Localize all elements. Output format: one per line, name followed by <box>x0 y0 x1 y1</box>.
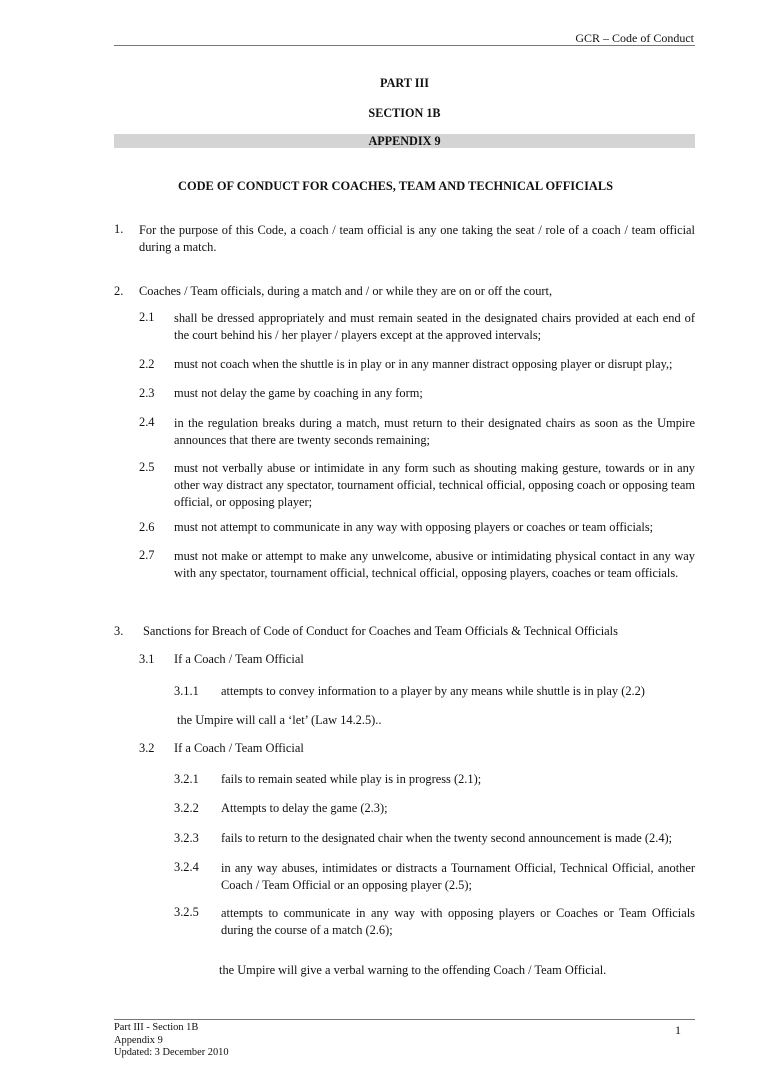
section-2-text: Coaches / Team officials, during a match and / or while they are on or off the court, <box>139 284 553 298</box>
item-3-2-2-text: Attempts to delay the game (2.3); <box>221 801 388 815</box>
item-3-2-result: the Umpire will give a verbal warning to the offending Coach / Team Official. <box>219 963 607 977</box>
item-3-2-4-number: 3.2.4 <box>174 860 199 874</box>
section-2-number: 2. <box>114 284 124 298</box>
item-2-6-number: 2.6 <box>139 520 155 534</box>
item-2-7-text: must not make or attempt to make any unwelcome, abusive or intimidating physical contact in any way with any spectator, tournament official, technical official, opposing players, coaches or team officials. <box>174 549 695 580</box>
footer-rule <box>114 1019 695 1020</box>
item-2-5-text: must not verbally abuse or intimidate in any form such as shouting making gesture, towards or in any other way distract any spectator, tournament official, technical official, opposing coach or opposing team official, or opposing player; <box>174 461 695 509</box>
item-3-2-5-number: 3.2.5 <box>174 905 199 919</box>
item-2-7-number: 2.7 <box>139 548 155 562</box>
section-3-text: Sanctions for Breach of Code of Conduct for Coaches and Team Officials & Technical Officials <box>143 624 618 638</box>
item-3-2-4-text: in any way abuses, intimidates or distracts a Tournament Official, Technical Official, another Coach / Team Official or an opposing player (2.5); <box>221 861 695 892</box>
item-3-2-number: 3.2 <box>139 741 155 755</box>
item-2-5-number: 2.5 <box>139 460 155 474</box>
item-3-2-5-text: attempts to communicate in any way with opposing players or Coaches or Team Officials during the course of a match (2.6); <box>221 906 695 937</box>
part-heading: PART III <box>380 76 429 90</box>
running-header: GCR – Code of Conduct <box>575 31 694 45</box>
item-2-3-number: 2.3 <box>139 386 155 400</box>
section-3-number: 3. <box>114 624 124 638</box>
item-2-4-text: in the regulation breaks during a match, must return to their designated chairs as soon as the Umpire announces that there are twenty seconds remaining; <box>174 416 695 447</box>
footer-appendix: Appendix 9 <box>114 1034 163 1046</box>
item-3-1-result: the Umpire will call a ‘let’ (Law 14.2.5).. <box>177 713 382 727</box>
section-heading: SECTION 1B <box>368 106 441 120</box>
item-3-2-1-number: 3.2.1 <box>174 772 199 786</box>
item-3-2-1-text: fails to remain seated while play is in progress (2.1); <box>221 772 482 786</box>
footer-block <box>114 1022 229 1060</box>
item-3-1-text: If a Coach / Team Official <box>174 652 304 666</box>
item-2-2-text: must not coach when the shuttle is in play or in any manner distract opposing player or disrupt play,; <box>174 357 673 371</box>
item-2-3-text: must not delay the game by coaching in any form; <box>174 386 423 400</box>
header-rule <box>114 45 695 46</box>
item-3-2-2-number: 3.2.2 <box>174 801 199 815</box>
item-2-1-text: shall be dressed appropriately and must remain seated in the designated chairs provided at each end of the court behind his / her player / players except at the approved intervals; <box>174 311 695 342</box>
footer-updated: Updated: 3 December 2010 <box>114 1047 229 1058</box>
item-3-2-3-number: 3.2.3 <box>174 831 199 845</box>
item-2-2-number: 2.2 <box>139 357 155 371</box>
page-number: 1 <box>675 1023 681 1037</box>
item-2-4-number: 2.4 <box>139 415 155 429</box>
document-title: CODE OF CONDUCT FOR COACHES, TEAM AND TECHNICAL OFFICIALS <box>178 179 613 193</box>
footer-part: Part III - Section 1B <box>114 1022 199 1033</box>
section-1-text: For the purpose of this Code, a coach / team official is any one taking the seat / role of a coach / team official during a match. <box>139 223 695 254</box>
appendix-heading: APPENDIX 9 <box>368 134 441 148</box>
item-3-2-text: If a Coach / Team Official <box>174 741 304 755</box>
item-2-1-number: 2.1 <box>139 310 155 324</box>
item-3-2-3-text: fails to return to the designated chair when the twenty second announcement is made (2.4); <box>221 831 673 845</box>
section-1-number: 1. <box>114 222 124 236</box>
item-3-1-1-text: attempts to convey information to a player by any means while shuttle is in play (2.2) <box>221 684 645 698</box>
item-3-1-1-number: 3.1.1 <box>174 684 199 698</box>
item-2-6-text: must not attempt to communicate in any way with opposing players or coaches or team officials; <box>174 520 654 534</box>
item-3-1-number: 3.1 <box>139 652 155 666</box>
